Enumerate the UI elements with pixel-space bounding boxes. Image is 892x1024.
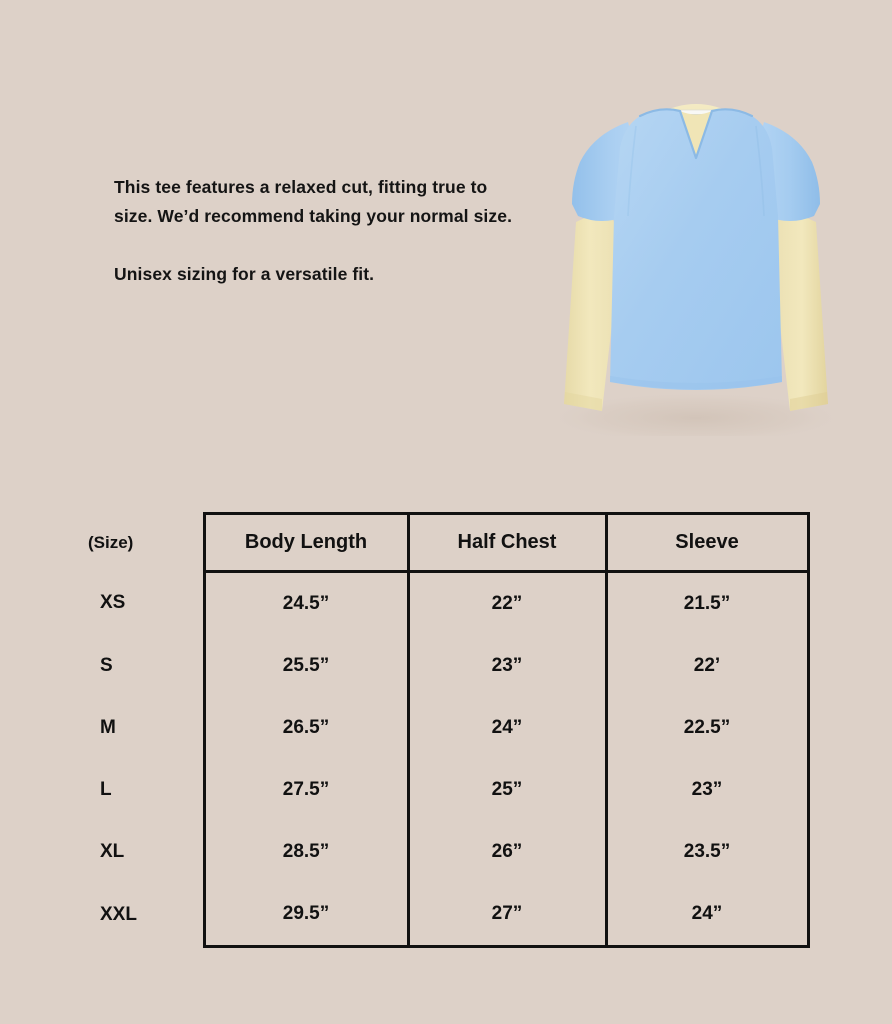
cell-half-chest: 25” xyxy=(408,759,606,821)
description-block xyxy=(114,173,514,289)
cell-sleeve: 23.5” xyxy=(606,821,808,883)
row-size-label: XXL xyxy=(100,903,137,925)
cell-half-chest: 24” xyxy=(408,697,606,759)
table-row xyxy=(0,572,808,636)
cell-sleeve: 23” xyxy=(606,759,808,821)
cell-sleeve: 24” xyxy=(606,883,808,947)
column-header-sleeve: Sleeve xyxy=(606,514,808,572)
cell-body-length: 25.5” xyxy=(204,635,408,697)
cell-half-chest: 23” xyxy=(408,635,606,697)
table-row xyxy=(0,697,808,759)
size-table-wrap xyxy=(0,512,892,948)
cell-body-length: 28.5” xyxy=(204,821,408,883)
table-header-row xyxy=(0,514,808,572)
layered-tee-illustration xyxy=(510,86,870,436)
description-paragraph-1: This tee features a relaxed cut, fitting true to size. We’d recommend taking your normal size. xyxy=(114,177,513,226)
description-paragraph-2: Unisex sizing for a versatile fit. xyxy=(114,264,375,284)
table-row xyxy=(0,821,808,883)
column-header-half-chest: Half Chest xyxy=(408,514,606,572)
row-size-label: L xyxy=(100,779,112,800)
row-size-label: XS xyxy=(100,592,126,614)
product-photo xyxy=(510,86,870,436)
cell-half-chest: 22” xyxy=(408,572,606,636)
row-size-label: M xyxy=(100,717,116,738)
cell-sleeve: 22’ xyxy=(606,635,808,697)
cell-body-length: 24.5” xyxy=(204,572,408,636)
cell-sleeve: 21.5” xyxy=(606,572,808,636)
table-row xyxy=(0,635,808,697)
cell-half-chest: 26” xyxy=(408,821,606,883)
row-size-label: XL xyxy=(100,841,125,862)
cell-sleeve: 22.5” xyxy=(606,697,808,759)
size-column-header: (Size) xyxy=(88,532,134,552)
table-row xyxy=(0,759,808,821)
size-chart-table xyxy=(0,512,810,948)
cell-half-chest: 27” xyxy=(408,883,606,947)
column-header-body-length: Body Length xyxy=(204,514,408,572)
cell-body-length: 26.5” xyxy=(204,697,408,759)
row-size-label: S xyxy=(100,655,113,676)
cell-body-length: 29.5” xyxy=(204,883,408,947)
cell-body-length: 27.5” xyxy=(204,759,408,821)
table-row xyxy=(0,883,808,947)
